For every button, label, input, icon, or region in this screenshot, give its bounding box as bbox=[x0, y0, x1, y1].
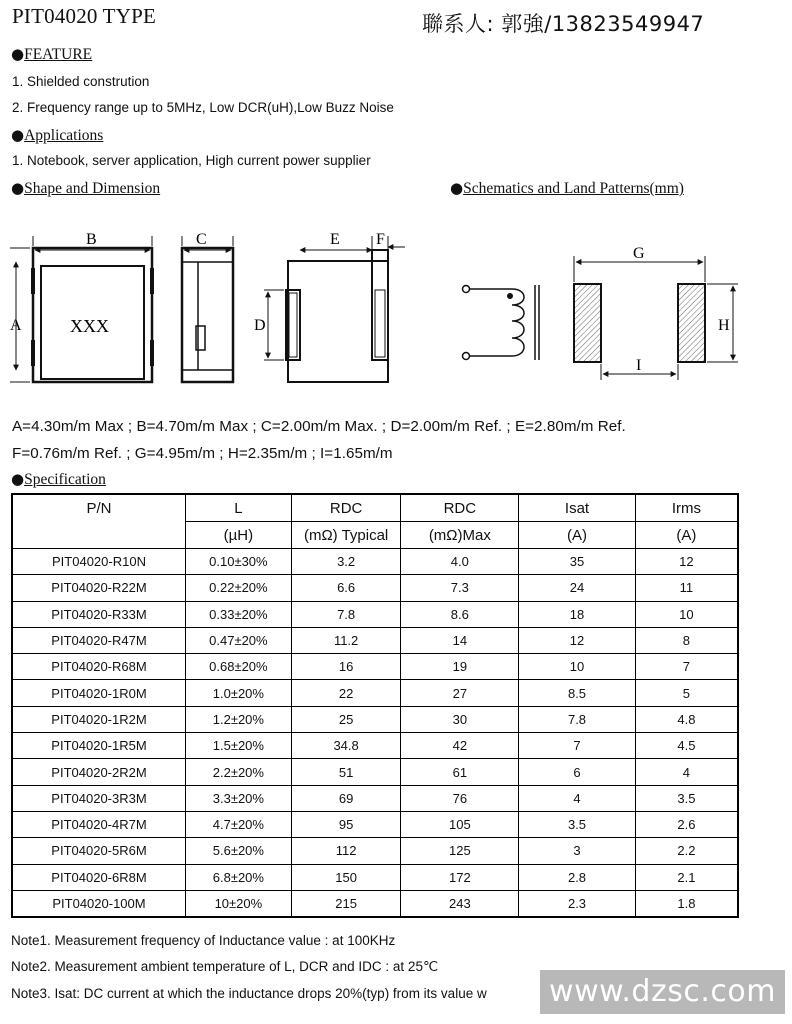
dimension-line: F=0.76m/m Ref. ; G=4.95m/m ; H=2.35m/m ; I=1.65m/m bbox=[12, 445, 393, 462]
cell-isat: 3.5 bbox=[519, 811, 636, 837]
cell-pn: PIT04020-R33M bbox=[12, 601, 185, 627]
bullet-icon: ● bbox=[11, 470, 25, 488]
application-item: 1. Notebook, server application, High current power supplier bbox=[12, 153, 371, 168]
cell-rdc-typ: 6.6 bbox=[291, 575, 401, 601]
cell-rdc-max: 42 bbox=[401, 733, 519, 759]
note-1: Note1. Measurement frequency of Inductance value : at 100KHz bbox=[11, 933, 396, 948]
cell-inductance: 10±20% bbox=[185, 890, 291, 917]
table-row bbox=[12, 680, 738, 706]
cell-inductance: 5.6±20% bbox=[185, 838, 291, 864]
label-a: A bbox=[10, 317, 22, 334]
cell-pn: PIT04020-1R5M bbox=[12, 733, 185, 759]
label-h: H bbox=[718, 317, 730, 334]
cell-inductance: 4.7±20% bbox=[185, 811, 291, 837]
cell-irms: 10 bbox=[635, 601, 738, 627]
header-rdc-typ: RDC bbox=[291, 494, 401, 522]
cell-rdc-typ: 150 bbox=[291, 864, 401, 890]
label-b: B bbox=[86, 231, 97, 248]
bullet-icon: ● bbox=[11, 126, 25, 144]
header-rdc-max: RDC bbox=[401, 494, 519, 522]
cell-irms: 3.5 bbox=[635, 785, 738, 811]
feature-item: 2. Frequency range up to 5MHz, Low DCR(uH),Low Buzz Noise bbox=[12, 100, 394, 115]
header-pn-unit bbox=[12, 522, 185, 549]
top-view-drawing bbox=[10, 231, 154, 382]
dimension-drawings bbox=[0, 215, 792, 390]
cell-irms: 2.1 bbox=[635, 864, 738, 890]
cell-rdc-max: 30 bbox=[401, 706, 519, 732]
cell-irms: 5 bbox=[635, 680, 738, 706]
table-row bbox=[12, 706, 738, 732]
cell-irms: 2.6 bbox=[635, 811, 738, 837]
cell-irms: 4 bbox=[635, 759, 738, 785]
contact-info: 聯系人: 郭強/13823549947 bbox=[422, 12, 705, 36]
bullet-icon: ● bbox=[11, 179, 25, 197]
table-row bbox=[12, 864, 738, 890]
cell-rdc-max: 14 bbox=[401, 627, 519, 653]
cell-rdc-typ: 11.2 bbox=[291, 627, 401, 653]
cell-irms: 1.8 bbox=[635, 890, 738, 917]
cell-inductance: 1.5±20% bbox=[185, 733, 291, 759]
cell-pn: PIT04020-R10N bbox=[12, 549, 185, 575]
label-f: F bbox=[376, 231, 385, 248]
cell-inductance: 0.33±20% bbox=[185, 601, 291, 627]
cell-inductance: 6.8±20% bbox=[185, 864, 291, 890]
label-d: D bbox=[254, 317, 266, 334]
cell-isat: 2.8 bbox=[519, 864, 636, 890]
section-shape-label: Shape and Dimension bbox=[24, 180, 161, 197]
cell-rdc-typ: 95 bbox=[291, 811, 401, 837]
cell-isat: 4 bbox=[519, 785, 636, 811]
cell-pn: PIT04020-3R3M bbox=[12, 785, 185, 811]
land-pattern-drawing bbox=[574, 245, 738, 380]
cell-pn: PIT04020-100M bbox=[12, 890, 185, 917]
cell-isat: 8.5 bbox=[519, 680, 636, 706]
feature-item: 1. Shielded constrution bbox=[12, 74, 150, 89]
table-row bbox=[12, 759, 738, 785]
table-row bbox=[12, 785, 738, 811]
cell-rdc-max: 243 bbox=[401, 890, 519, 917]
cell-pn: PIT04020-4R7M bbox=[12, 811, 185, 837]
table-header-units-row bbox=[12, 522, 738, 549]
cell-isat: 35 bbox=[519, 549, 636, 575]
section-schematics-label: Schematics and Land Patterns(mm) bbox=[463, 180, 684, 197]
schematic-coil-drawing bbox=[463, 285, 540, 360]
cell-rdc-typ: 215 bbox=[291, 890, 401, 917]
cell-rdc-max: 19 bbox=[401, 654, 519, 680]
cell-isat: 7 bbox=[519, 733, 636, 759]
bullet-icon: ● bbox=[450, 179, 464, 197]
header-rdc-max-unit: (mΩ)Max bbox=[401, 522, 519, 549]
cell-inductance: 0.68±20% bbox=[185, 654, 291, 680]
cell-pn: PIT04020-R22M bbox=[12, 575, 185, 601]
label-i: I bbox=[636, 357, 642, 374]
header-rdc-typ-unit: (mΩ) Typical bbox=[291, 522, 401, 549]
cell-isat: 6 bbox=[519, 759, 636, 785]
header-irms-unit: (A) bbox=[635, 522, 738, 549]
cell-rdc-max: 76 bbox=[401, 785, 519, 811]
cell-rdc-typ: 3.2 bbox=[291, 549, 401, 575]
cell-rdc-max: 27 bbox=[401, 680, 519, 706]
cell-inductance: 2.2±20% bbox=[185, 759, 291, 785]
table-row bbox=[12, 811, 738, 837]
cell-irms: 11 bbox=[635, 575, 738, 601]
table-row bbox=[12, 627, 738, 653]
section-specification-label: Specification bbox=[24, 471, 106, 488]
cell-rdc-typ: 112 bbox=[291, 838, 401, 864]
cell-pn: PIT04020-5R6M bbox=[12, 838, 185, 864]
cell-rdc-typ: 69 bbox=[291, 785, 401, 811]
section-feature-label: FEATURE bbox=[24, 46, 93, 63]
section-specification-heading bbox=[11, 470, 106, 489]
cell-irms: 2.2 bbox=[635, 838, 738, 864]
cell-rdc-typ: 16 bbox=[291, 654, 401, 680]
cell-inductance: 3.3±20% bbox=[185, 785, 291, 811]
section-shape-heading bbox=[11, 179, 160, 198]
label-e: E bbox=[330, 231, 340, 248]
cell-rdc-max: 125 bbox=[401, 838, 519, 864]
table-row bbox=[12, 838, 738, 864]
cell-rdc-max: 105 bbox=[401, 811, 519, 837]
cell-pn: PIT04020-R68M bbox=[12, 654, 185, 680]
cell-rdc-max: 8.6 bbox=[401, 601, 519, 627]
header-isat: Isat bbox=[519, 494, 636, 522]
table-body bbox=[12, 549, 738, 918]
table-row bbox=[12, 654, 738, 680]
header-pn: P/N bbox=[12, 494, 185, 522]
header-l: L bbox=[185, 494, 291, 522]
cell-isat: 18 bbox=[519, 601, 636, 627]
cell-inductance: 0.47±20% bbox=[185, 627, 291, 653]
bottom-view-drawing bbox=[254, 231, 405, 382]
table-row bbox=[12, 549, 738, 575]
cell-pn: PIT04020-1R0M bbox=[12, 680, 185, 706]
marking-text: XXX bbox=[70, 316, 109, 336]
cell-isat: 12 bbox=[519, 627, 636, 653]
cell-inductance: 1.2±20% bbox=[185, 706, 291, 732]
side-view-drawing bbox=[182, 231, 233, 382]
label-g: G bbox=[633, 245, 645, 262]
section-feature-heading bbox=[11, 45, 92, 64]
label-c: C bbox=[196, 231, 207, 248]
table-row bbox=[12, 601, 738, 627]
page-title: PIT04020 TYPE bbox=[12, 4, 156, 28]
cell-inductance: 1.0±20% bbox=[185, 680, 291, 706]
bullet-icon: ● bbox=[11, 45, 25, 63]
section-schematics-heading bbox=[450, 179, 684, 198]
table-header-row bbox=[12, 494, 738, 522]
table-row bbox=[12, 733, 738, 759]
cell-rdc-max: 7.3 bbox=[401, 575, 519, 601]
cell-rdc-typ: 7.8 bbox=[291, 601, 401, 627]
cell-isat: 24 bbox=[519, 575, 636, 601]
note-2: Note2. Measurement ambient temperature of L, DCR and IDC : at 25℃ bbox=[11, 959, 439, 974]
cell-rdc-max: 61 bbox=[401, 759, 519, 785]
cell-pn: PIT04020-1R2M bbox=[12, 706, 185, 732]
note-3: Note3. Isat: DC current at which the inductance drops 20%(typ) from its value w bbox=[11, 986, 487, 1001]
cell-irms: 8 bbox=[635, 627, 738, 653]
cell-rdc-typ: 34.8 bbox=[291, 733, 401, 759]
cell-isat: 10 bbox=[519, 654, 636, 680]
cell-inductance: 0.10±30% bbox=[185, 549, 291, 575]
specification-table bbox=[11, 493, 739, 918]
table-row bbox=[12, 890, 738, 917]
section-applications-heading bbox=[11, 126, 103, 145]
cell-rdc-typ: 25 bbox=[291, 706, 401, 732]
cell-isat: 7.8 bbox=[519, 706, 636, 732]
cell-irms: 4.5 bbox=[635, 733, 738, 759]
cell-isat: 3 bbox=[519, 838, 636, 864]
cell-irms: 7 bbox=[635, 654, 738, 680]
cell-irms: 12 bbox=[635, 549, 738, 575]
header-isat-unit: (A) bbox=[519, 522, 636, 549]
dimension-line: A=4.30m/m Max ; B=4.70m/m Max ; C=2.00m/m Max. ; D=2.00m/m Ref. ; E=2.80m/m Ref. bbox=[12, 418, 626, 435]
table-row bbox=[12, 575, 738, 601]
cell-pn: PIT04020-6R8M bbox=[12, 864, 185, 890]
cell-rdc-typ: 22 bbox=[291, 680, 401, 706]
cell-rdc-max: 4.0 bbox=[401, 549, 519, 575]
cell-rdc-max: 172 bbox=[401, 864, 519, 890]
cell-inductance: 0.22±20% bbox=[185, 575, 291, 601]
header-l-unit: (µH) bbox=[185, 522, 291, 549]
cell-isat: 2.3 bbox=[519, 890, 636, 917]
cell-rdc-typ: 51 bbox=[291, 759, 401, 785]
watermark: www.dzsc.com bbox=[540, 970, 785, 1014]
cell-pn: PIT04020-R47M bbox=[12, 627, 185, 653]
section-applications-label: Applications bbox=[24, 127, 104, 144]
cell-irms: 4.8 bbox=[635, 706, 738, 732]
header-irms: Irms bbox=[635, 494, 738, 522]
cell-pn: PIT04020-2R2M bbox=[12, 759, 185, 785]
